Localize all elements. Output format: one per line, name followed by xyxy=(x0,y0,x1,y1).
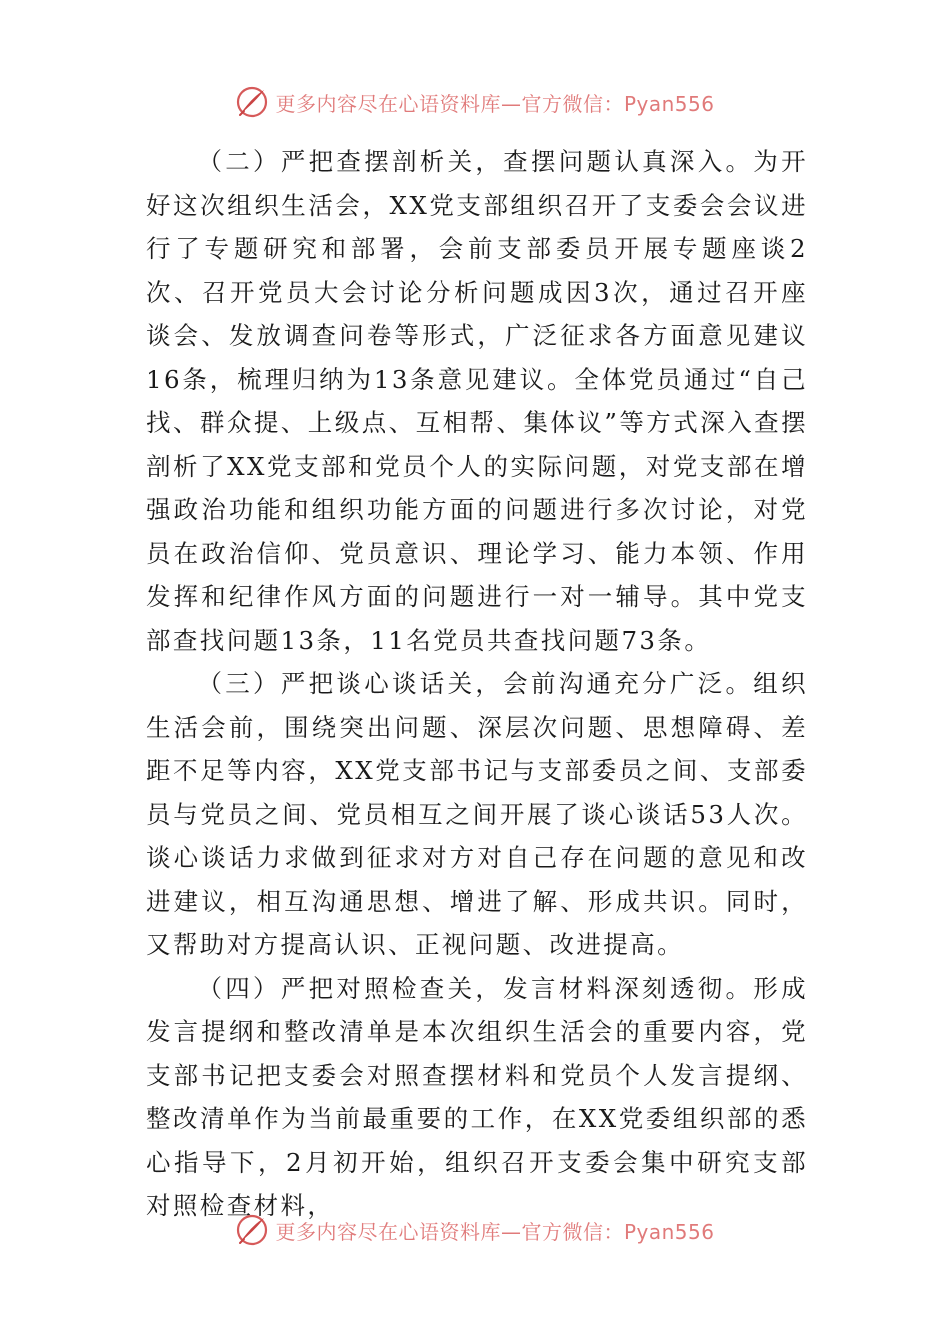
quill-pen-icon xyxy=(235,1213,269,1247)
footer-watermark xyxy=(0,1210,950,1250)
header-watermark xyxy=(0,82,950,122)
paragraph-heart-to-heart-talks: （三）严把谈心谈话关，会前沟通充分广泛。组织生活会前，围绕突出问题、深层次问题、思想障碍、差距不足等内容，XX党支部书记与支部委员之间、支部委员与党员之间、党员相互之间开展了谈心谈话53人次。谈心谈话力求做到征求对方对自己存在问题的意见和改进建议，相互沟通思想、增进了解、形成共识。同时，又帮助对方提高认识、正视问题、改进提高。 xyxy=(146,669,808,959)
watermark-text: 更多内容尽在心语资料库—官方微信：Pyan556 xyxy=(275,1219,715,1244)
watermark-text: 更多内容尽在心语资料库—官方微信：Pyan556 xyxy=(275,91,715,116)
paragraph-review-analysis: （二）严把查摆剖析关，查摆问题认真深入。为开好这次组织生活会，XX党支部组织召开了支委会会议进行了专题研究和部署，会前支部委员开展专题座谈2次、召开党员大会讨论分析问题成因3次，通过召开座谈会、发放调查问卷等形式，广泛征求各方面意见建议16条，梳理归纳为13条意见建议。全体党员通过“自己找、群众提、上级点、互相帮、集体议”等方式深入查摆剖析了XX党支部和党员个人的实际问题，对党支部在增强政治功能和组织功能方面的问题进行多次讨论，对党员在政治信仰、党员意识、理论学习、能力本领、作用发挥和纪律作风方面的问题进行一对一辅导。其中党支部查找问题13条，11名党员共查找问题73条。 xyxy=(146,147,808,655)
document-body xyxy=(146,140,808,1228)
quill-pen-icon xyxy=(235,85,269,119)
paragraph-comparison-check: （四）严把对照检查关，发言材料深刻透彻。形成发言提纲和整改清单是本次组织生活会的重要内容，党支部书记把支委会对照查摆材料和党员个人发言提纲、整改清单作为当前最重要的工作，在XX党委组织部的悉心指导下，2月初开始，组织召开支委会集中研究支部对照检查材料， xyxy=(146,973,808,1220)
